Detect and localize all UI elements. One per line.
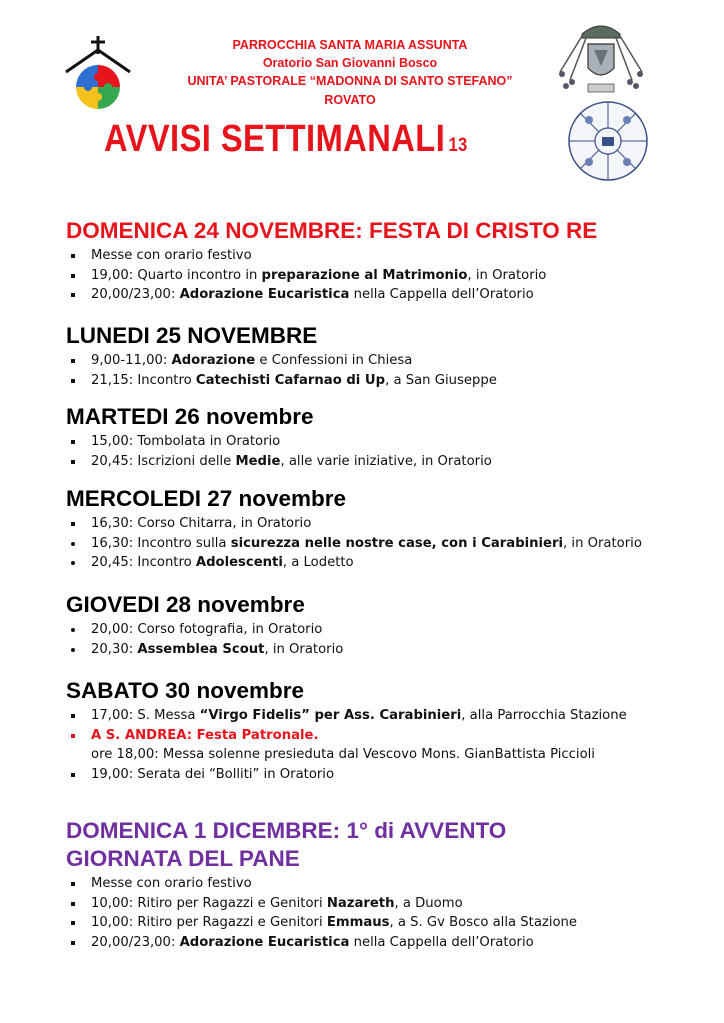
section-sunday-1-dec xyxy=(66,818,686,952)
town-name: ROVATO xyxy=(324,93,376,107)
title-text: AVVISI SETTIMANALI xyxy=(104,118,446,160)
list-item: 17,00: S. Messa “Virgo Fidelis” per Ass. Carabinieri, alla Parrocchia Stazione xyxy=(66,706,686,726)
oratory-name: Oratorio San Giovanni Bosco xyxy=(262,56,438,70)
section-monday-25 xyxy=(66,323,686,390)
section-title: DOMENICA 24 NOVEMBRE: FESTA DI CRISTO RE xyxy=(66,218,598,243)
list-item: Messe con orario festivo xyxy=(66,246,686,266)
section-wednesday-27 xyxy=(66,486,686,573)
section-title: DOMENICA 1 DICEMBRE: 1° di AVVENTO xyxy=(66,818,507,843)
list-item: 20,00/23,00: Adorazione Eucaristica nella Cappella dell’Oratorio xyxy=(66,285,686,305)
list-item: 9,00-11,00: Adorazione e Confessioni in Chiesa xyxy=(66,351,686,371)
section-subtitle: GIORNATA DEL PANE xyxy=(66,846,300,871)
list-item: 19,00: Serata dei “Bolliti” in Oratorio xyxy=(66,765,686,785)
list-item: 20,00/23,00: Adorazione Eucaristica nella Cappella dell’Oratorio xyxy=(66,933,686,953)
list-item: 20,45: Iscrizioni delle Medie, alle varie iniziative, in Oratorio xyxy=(66,452,686,472)
issue-number: 13 xyxy=(448,135,468,156)
section-title: SABATO 30 novembre xyxy=(66,678,304,703)
list-item: 10,00: Ritiro per Ragazzi e Genitori Emmaus, a S. Gv Bosco alla Stazione xyxy=(66,913,686,933)
section-title: MARTEDI 26 novembre xyxy=(66,404,314,429)
page-title xyxy=(104,118,468,161)
section-sunday-24 xyxy=(66,218,686,305)
continuation-line: ore 18,00: Messa solenne presieduta dal Vescovo Mons. GianBattista Piccioli xyxy=(91,747,595,762)
list-item: Messe con orario festivo xyxy=(66,874,686,894)
list-item: 21,15: Incontro Catechisti Cafarnao di Up, a San Giuseppe xyxy=(66,371,686,391)
list-item: 19,00: Quarto incontro in preparazione al Matrimonio, in Oratorio xyxy=(66,266,686,286)
list-item: 10,00: Ritiro per Ragazzi e Genitori Nazareth, a Duomo xyxy=(66,894,686,914)
pastoral-unit-name: UNITA’ PASTORALE “MADONNA DI SANTO STEFANO” xyxy=(187,74,513,88)
section-thursday-28 xyxy=(66,592,686,659)
section-title: MERCOLEDI 27 novembre xyxy=(66,486,347,511)
list-item: 20,00: Corso fotografia, in Oratorio xyxy=(66,620,686,640)
parish-name: PARROCCHIA SANTA MARIA ASSUNTA xyxy=(232,38,468,52)
list-item: 20,45: Incontro Adolescenti, a Lodetto xyxy=(66,553,686,573)
list-item: 15,00: Tombolata in Oratorio xyxy=(66,432,686,452)
list-item: 16,30: Corso Chitarra, in Oratorio xyxy=(66,514,686,534)
section-title: LUNEDI 25 NOVEMBRE xyxy=(66,323,318,348)
page-header xyxy=(0,0,724,180)
church-puzzle-logo-icon xyxy=(62,32,134,112)
section-saturday-30 xyxy=(66,678,686,784)
list-item: 20,30: Assemblea Scout, in Oratorio xyxy=(66,640,686,660)
unita-pastorale-round-seal-icon xyxy=(567,100,649,182)
section-tuesday-26 xyxy=(66,404,686,471)
bishop-coat-of-arms-icon xyxy=(554,20,648,96)
list-item: A S. ANDREA: Festa Patronale. xyxy=(66,726,686,746)
list-item: 16,30: Incontro sulla sicurezza nelle nostre case, con i Carabinieri, in Oratorio xyxy=(66,534,686,554)
section-title: GIOVEDI 28 novembre xyxy=(66,592,305,617)
